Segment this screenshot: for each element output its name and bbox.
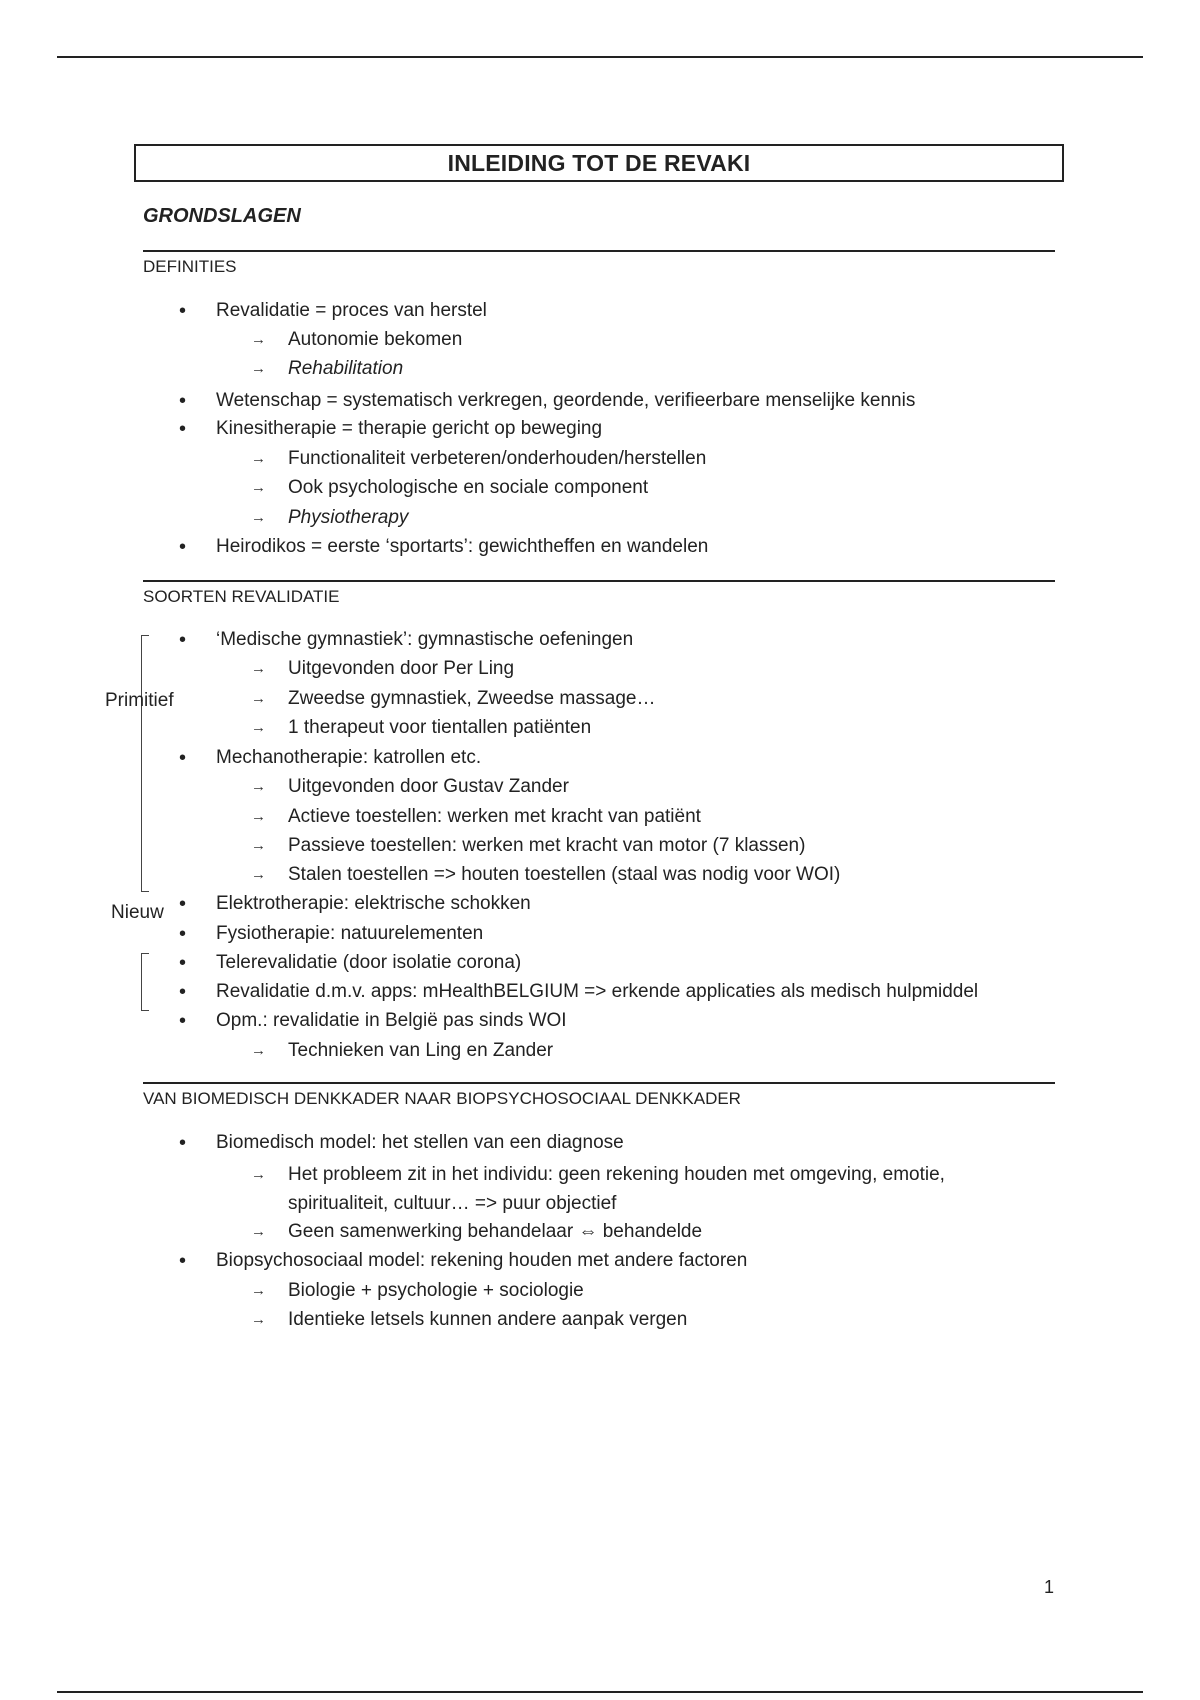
list-item: • Telerevalidatie (door isolatie corona) [143, 951, 521, 975]
list-subitem: → 1 therapeut voor tientallen patiënten [251, 717, 592, 738]
list-subitem: → Actieve toestellen: werken met kracht van patiënt [251, 806, 701, 827]
arrow-icon: → [251, 1282, 266, 1299]
arrow-icon: → [251, 479, 266, 496]
arrow-icon: → [251, 660, 266, 677]
list-item: • Biomedisch model: het stellen van een diagnose [143, 1131, 624, 1155]
arrow-icon: → [251, 837, 266, 854]
arrow-icon: → [251, 1042, 266, 1059]
list-item: • Opm.: revalidatie in België pas sinds WOI [143, 1009, 567, 1033]
main-heading: GRONDSLAGEN [143, 205, 301, 227]
list-subitem: → Het probleem zit in het individu: geen rekening houden met omgeving, emotie, spiritualiteit, cultuur… => puur objectief [143, 1160, 1048, 1218]
footer-rule [57, 1691, 1143, 1693]
list-subitem: → Functionaliteit verbeteren/onderhouden/herstellen [251, 448, 707, 469]
document-title: INLEIDING TOT DE REVAKI [134, 144, 1064, 182]
arrow-icon: → [251, 331, 266, 348]
list-subitem: → Rehabilitation [251, 358, 404, 379]
label-primitief: Primitief [105, 690, 174, 711]
arrow-icon: → [251, 808, 266, 825]
arrow-icon: → [251, 778, 266, 795]
page-number: 1 [1044, 1577, 1055, 1597]
arrow-icon: → [251, 1223, 266, 1240]
list-subitem: → Autonomie bekomen [251, 329, 463, 350]
list-item: • Revalidatie d.m.v. apps: mHealthBELGIUM => erkende applicaties als medisch hulpmiddel [143, 980, 978, 1004]
list-item: • Heirodikos = eerste ‘sportarts’: gewichtheffen en wandelen [143, 535, 708, 559]
arrow-icon: → [251, 360, 266, 377]
list-item: • Elektrotherapie: elektrische schokken [143, 892, 531, 916]
header-rule [57, 56, 1143, 58]
list-subitem: → Uitgevonden door Gustav Zander [251, 776, 569, 797]
label-nieuw: Nieuw [111, 902, 164, 923]
list-subitem: → Geen samenwerking behandelaar ⇔ behandelde [251, 1221, 703, 1242]
arrow-icon: → [251, 450, 266, 467]
list-subitem: → Zweedse gymnastiek, Zweedse massage… [251, 688, 656, 709]
list-item: • Wetenschap = systematisch verkregen, geordende, verifieerbare menselijke kennis [143, 389, 915, 413]
arrow-icon: → [251, 1311, 266, 1328]
list-subitem: → Physiotherapy [251, 507, 409, 528]
list-item: • Biopsychosociaal model: rekening houden met andere factoren [143, 1249, 747, 1273]
list-subitem: → Biologie + psychologie + sociologie [251, 1280, 584, 1301]
list-item: • Fysiotherapie: natuurelementen [143, 922, 483, 946]
section-definities-heading: DEFINITIES [143, 250, 1055, 278]
section-denkkader-heading: VAN BIOMEDISCH DENKKADER NAAR BIOPSYCHOSOCIAAL DENKKADER [143, 1082, 1055, 1110]
arrow-icon: → [251, 866, 266, 883]
list-subitem: → Stalen toestellen => houten toestellen (staal was nodig voor WOI) [251, 864, 841, 885]
list-subitem: → Uitgevonden door Per Ling [251, 658, 515, 679]
section-soorten-heading: SOORTEN REVALIDATIE [143, 580, 1055, 608]
arrow-icon: → [251, 1166, 266, 1183]
list-subitem: → Identieke letsels kunnen andere aanpak vergen [251, 1309, 688, 1330]
list-subitem: → Ook psychologische en sociale component [251, 477, 649, 498]
arrow-icon: → [251, 509, 266, 526]
list-item: • Mechanotherapie: katrollen etc. [143, 746, 481, 770]
arrow-icon: → [251, 719, 266, 736]
list-subitem: → Passieve toestellen: werken met kracht van motor (7 klassen) [251, 835, 806, 856]
list-item: • Kinesitherapie = therapie gericht op beweging [143, 417, 602, 441]
list-subitem: → Technieken van Ling en Zander [251, 1040, 554, 1061]
list-item: • Revalidatie = proces van herstel [143, 299, 487, 323]
arrow-icon: → [251, 690, 266, 707]
list-item: • ‘Medische gymnastiek’: gymnastische oefeningen [143, 628, 633, 652]
